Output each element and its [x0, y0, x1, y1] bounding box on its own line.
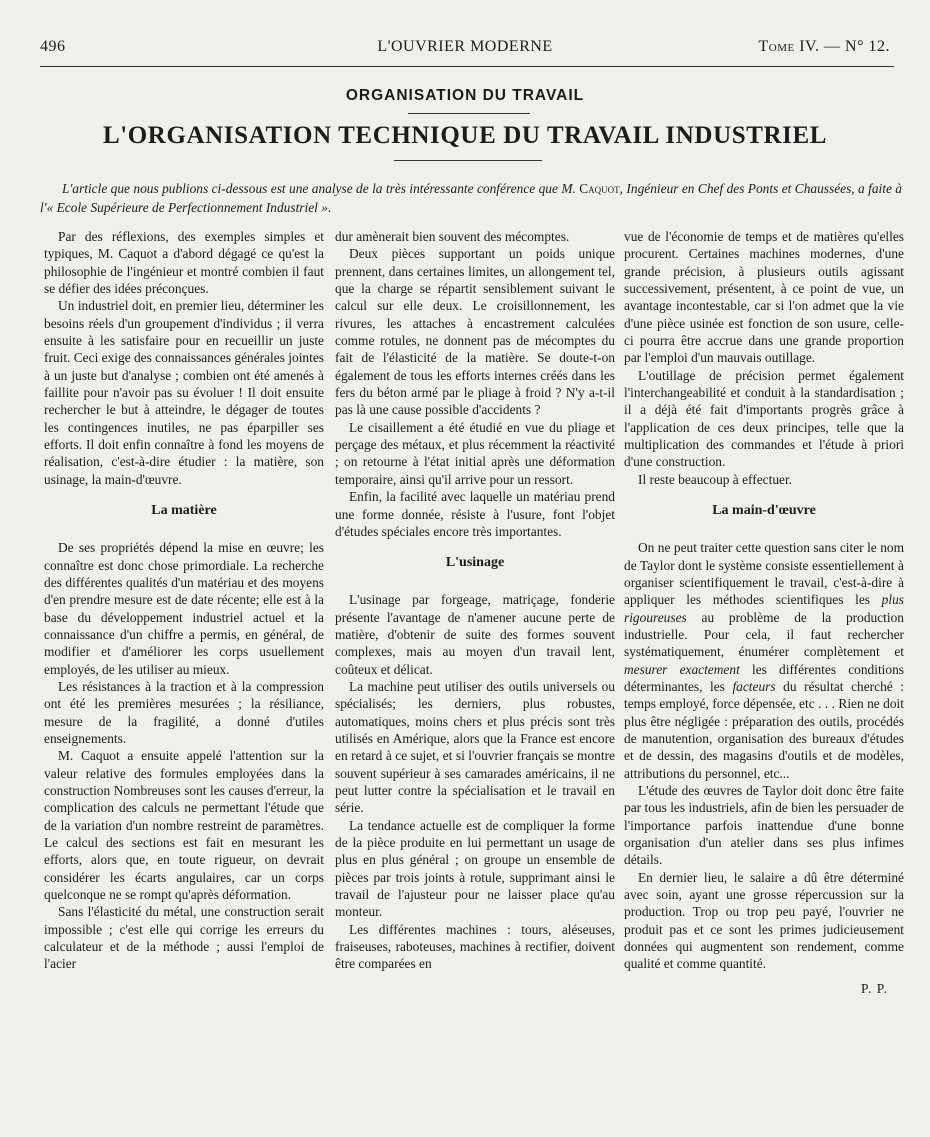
section-heading: ORGANISATION DU TRAVAIL: [345, 87, 585, 104]
column-1: [44, 228, 324, 973]
paragraph: Enfin, la facilité avec laquelle un matériau prend une forme donnée, résiste à l'usure, font l'objet d'études spéciales encore très importantes.: [335, 489, 615, 539]
paragraph-continued: vue de l'économie de temps et de matières qu'elles procurent. Certaines machines modernes, d'une grande précision, à plusieurs outils agissant successivement, présentent, à ce point de vue, un avantage incontestable, car si l'on admet que la vie d'une pièce usinée est fonction de son usure, celle-ci pourra être accrue dans une grande proportion par l'emploi d'un mauvais outillage.: [624, 229, 904, 366]
emphasis: plus rigoureuses: [624, 592, 904, 625]
header-rule: [40, 66, 894, 67]
paragraph: Deux pièces supportant un poids unique prennent, dans certaines limites, un allongement tel, que la charge se répartit sensiblement suivant le calcul sur elle deux. Le croisillonnement, les rivures, les attaches à encastrement calculées comme rotules, ne donnent pas de mécomptes du fait de l'élasticité de la matière. Se doute-t-on également de tous les efforts internes créés dans les fers du béton armé par le pliage à froid ? N'y a-t-il pas là une cause possible d'accidents ?: [335, 246, 615, 418]
column-2: [335, 228, 615, 973]
volume-issue: Tome IV. — N° 12.: [758, 38, 890, 55]
paragraph: La tendance actuelle est de compliquer la forme de la pièce produite en lui permettant un usage de plus en plus général ; on groupe un ensemble de pièces par trois joints à rotule, supprimant ainsi le travail de l'ajusteur pour ne laisser place qu'au monteur.: [335, 817, 615, 920]
paragraph: Les résistances à la traction et à la compression ont été les premières mesurées ; la résiliance, mesure de la fragilité, a donné d'utiles enseignements.: [44, 678, 324, 746]
paragraph: Sans l'élasticité du métal, une construction serait impossible ; c'est elle qui corrige les erreurs du calculateur et de la méthode ; aussi l'emploi de l'acier: [44, 904, 324, 972]
paragraph-continued: dur amènerait bien souvent des mécomptes.: [335, 229, 570, 244]
paragraph: Par des réflexions, des exemples simples et typiques, M. Caquot a d'abord dégagé ce qu'est la philosophie de l'ingénieur et montré combien il faut se défier des idées préconçues.: [44, 229, 324, 297]
column-3: [624, 228, 904, 997]
text-run: les différentes conditions déterminantes, les: [624, 661, 904, 694]
emphasis: mesurer exactement: [624, 661, 740, 677]
running-head: [40, 38, 890, 60]
paragraph: Les différentes machines : tours, aléseuses, fraiseuses, raboteuses, machines à rectifier, doivent être comparées en: [335, 921, 615, 972]
title-rule: [394, 160, 542, 161]
intro-text-before: L'article que nous publions ci-dessous est une analyse de la très intéressante conférence que M.: [62, 181, 576, 196]
paragraph: M. Caquot a ensuite appelé l'attention sur la valeur relative des formules employées dans la construction Nombreuses sont les causes d'erreur, la complication des calculs ne permettant l'étude que de la variation d'un nombre restreint de paramètres. Le calcul des sections est fait en mesurant les efforts, alors que, en toute rigueur, on devrait considérer les écarts angulaires, car un corps quelconque ne se rompt qu'après déformation.: [44, 748, 324, 903]
article-title: L'ORGANISATION TECHNIQUE DU TRAVAIL INDUSTRIEL: [102, 122, 828, 149]
paragraph: Il reste beaucoup à effectuer.: [638, 471, 793, 487]
paragraph: L'étude des œuvres de Taylor doit donc être faite par tous les industriels, afin de bien les persuader de l'importance parfois inattendue d'une bonne organisation d'un atelier dans ses plus infimes détails.: [624, 782, 904, 868]
text-run: au problème de la production industrielle. Pour cela, il faut rechercher systématiquement, énumérer complètement et: [624, 609, 904, 660]
paragraph: De ses propriétés dépend la mise en œuvre; les connaître est donc chose primordiale. La recherche des différentes qualités d'un matériau et des moyens d'en prendre mesure est de date récente; elle est à la base du développement industriel actuel et la connaissance d'un chiffre a permis, en général, de modifier et d'améliorer les corps usuellement employés, de les utiliser au mieux.: [44, 540, 324, 677]
paragraph: La machine peut utiliser des outils universels ou spécialisés; les derniers, plus robustes, automatiques, moins chers et plus précis sont très utilisés en Amérique, alors que la France est encore en retard à ce sujet, et si l'ouvrier français se montre souvent supérieur à ses camarades américains, il ne peut lutter contre la spécialisation et le travail en série.: [335, 678, 615, 816]
article-intro: [40, 179, 902, 217]
emphasis: facteurs: [732, 678, 776, 694]
paragraph: Un industriel doit, en premier lieu, déterminer les besoins réels d'un groupement d'individus ; il verra ensuite à les satisfaire pour en recueillir un juste fruit. Ceci exige des connaissances générales jointes à un juste but d'analyse ; combien ont été amenés à faillite pour n'avoir pas su évoluer ! Il doit ensuite rechercher le but à atteindre, le dégager de toutes les contingences inutiles, ne pas éparpiller ses efforts. Il doit enfin connaître à fond les moyens de réalisation, c'est-à-dire étudier : la matière, son usinage, la main-d'œuvre.: [44, 298, 324, 487]
page-number: 496: [40, 38, 66, 55]
intro-author-name: Caquot: [579, 181, 620, 196]
text-run: On ne peut traiter cette question sans citer le nom de Taylor dont le système consiste essentiellement à organiser scientifiquement le travail, c'est-à-dire à appliquer les méthodes scientifiques les: [624, 540, 904, 608]
subheading-matiere: La matière: [151, 503, 217, 519]
author-signature: P. P.: [861, 980, 888, 996]
intro-text-after: , Ingénieur en Chef des Ponts et Chaussées, a faite à l'« Ecole Supérieure de Perfectionnement Industriel ».: [40, 181, 903, 215]
paragraph: L'usinage par forgeage, matriçage, fonderie présente l'avantage de n'amener aucune perte de matière, d'obtenir de suite des formes souvent complexes, mais au moyen d'un travail lent, coûteux et délicat.: [335, 592, 615, 677]
paragraph: L'outillage de précision permet également l'interchangeabilité et conduit à la standardisation ; il a déjà été fait d'importants progrès grâce à l'application de ces deux principes, telle que la multiplication des commandes et l'étude à priori d'une construction.: [624, 367, 904, 470]
journal-title: L'OUVRIER MODERNE: [377, 38, 553, 55]
subheading-main-d-oeuvre: La main-d'œuvre: [712, 503, 816, 519]
paragraph: En dernier lieu, le salaire a dû être déterminé avec soin, ayant une grosse répercussion sur la production. Trop ou trop peu payé, l'ouvrier ne produit pas et ce sont les primes judicieusement données qui augmentent son rendement, comme qualité et comme quantité.: [624, 869, 904, 972]
subheading-usinage: L'usinage: [445, 555, 505, 571]
section-rule: [408, 113, 530, 114]
paragraph: Le cisaillement a été étudié en vue du pliage et perçage des métaux, et plus récemment la réactivité ; on retourne à l'état initial après une déformation temporaire, ainsi qu'il arrive pour un ressort.: [335, 419, 615, 487]
text-run: du résultat cherché : temps employé, force dépensée, etc . . . Rien ne doit plus être négligée : préparation des outils, procédés de manutention, organisation des bureaux d'études et de dessin, des magasins d'outils et de modèles, attributions du personnel, etc...: [624, 678, 904, 781]
paragraph-taylor: [624, 539, 904, 782]
